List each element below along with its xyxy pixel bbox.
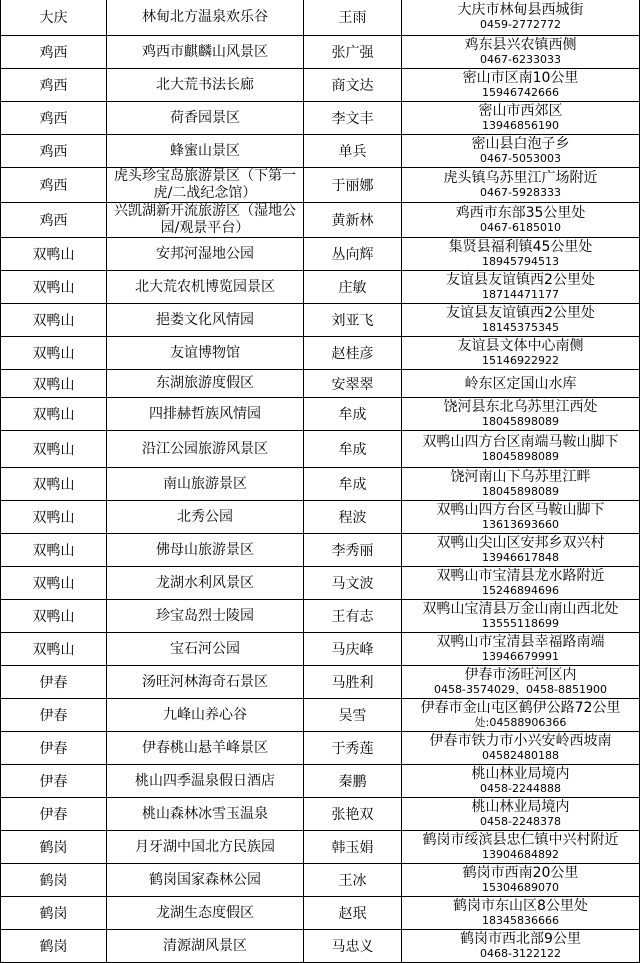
city-cell: 双鸭山 <box>1 337 107 370</box>
table-row <box>1 370 640 398</box>
phone-text: 15946742666 <box>482 86 559 99</box>
contact-cell: 商文达 <box>304 69 402 102</box>
contact-cell: 王有志 <box>304 600 402 633</box>
contact-cell: 王冰 <box>304 864 402 897</box>
city-cell: 伊春 <box>1 732 107 765</box>
phone-text: 0458-2248378 <box>480 815 561 828</box>
address-phone-cell <box>402 468 640 501</box>
contact-cell: 程波 <box>304 501 402 534</box>
scenic-spot-cell: 挹娄文化风情园 <box>107 304 304 337</box>
address-text: 双鸭山四方台区马鞍山脚下 <box>436 502 605 518</box>
phone-text: 18045898089 <box>482 450 559 463</box>
address-phone-cell <box>402 304 640 337</box>
phone-text: 0467-5928333 <box>480 186 561 199</box>
city-cell: 双鸭山 <box>1 238 107 271</box>
table-body <box>1 0 640 963</box>
scenic-spot-cell: 北大荒农机博览园景区 <box>107 271 304 304</box>
phone-text: 18045898089 <box>482 485 559 498</box>
address-phone-cell <box>402 168 640 203</box>
scenic-spot-cell: 南山旅游景区 <box>107 468 304 501</box>
address-phone-cell <box>402 633 640 666</box>
contact-cell: 牟成 <box>304 398 402 431</box>
contact-cell: 牟成 <box>304 468 402 501</box>
address-phone-cell <box>402 699 640 732</box>
address-phone-cell <box>402 501 640 534</box>
table-row <box>1 238 640 271</box>
city-cell: 鹤岗 <box>1 897 107 930</box>
contact-cell: 马忠义 <box>304 930 402 963</box>
address-text: 友谊县友谊镇西2公里处 <box>446 305 595 321</box>
table-row <box>1 431 640 468</box>
city-cell: 双鸭山 <box>1 534 107 567</box>
phone-text: 0458-3574029、0458-8851900 <box>434 683 607 696</box>
table-row <box>1 732 640 765</box>
table-row <box>1 765 640 798</box>
scenic-spot-cell: 北秀公园 <box>107 501 304 534</box>
city-cell: 伊春 <box>1 765 107 798</box>
contact-cell: 马胜利 <box>304 666 402 699</box>
city-cell: 双鸭山 <box>1 633 107 666</box>
table-row <box>1 102 640 135</box>
phone-text: 18045898089 <box>482 415 559 428</box>
scenic-spot-cell: 四排赫哲族风情园 <box>107 398 304 431</box>
address-text: 鸡西市东部35公里处 <box>455 205 586 221</box>
address-phone-cell <box>402 534 640 567</box>
scenic-spot-cell: 兴凯湖新开流旅游区（湿地公园/观景平台） <box>107 203 304 238</box>
table-row <box>1 468 640 501</box>
phone-text: 0458-2244888 <box>480 782 561 795</box>
phone-text: 18945794513 <box>482 255 559 268</box>
table-row <box>1 897 640 930</box>
phone-text: 13555118699 <box>482 617 559 630</box>
table-row <box>1 203 640 238</box>
table-row <box>1 69 640 102</box>
contact-cell: 王雨 <box>304 0 402 36</box>
address-phone-cell <box>402 36 640 69</box>
city-cell: 鸡西 <box>1 135 107 168</box>
address-phone-cell <box>402 666 640 699</box>
phone-text: 13946856190 <box>482 119 559 132</box>
scenic-spot-cell: 珍宝岛烈士陵园 <box>107 600 304 633</box>
table-row <box>1 534 640 567</box>
phone-text: 13904684892 <box>482 848 559 861</box>
table-row <box>1 271 640 304</box>
phone-text: 0468-3122122 <box>480 947 561 960</box>
address-phone-cell <box>402 337 640 370</box>
contact-cell: 马庆峰 <box>304 633 402 666</box>
address-text: 虎头镇乌苏里江广场附近 <box>443 170 598 186</box>
phone-text: 0467-6233033 <box>480 53 561 66</box>
scenic-spot-cell: 沿江公园旅游风景区 <box>107 431 304 468</box>
address-text: 双鸭山尖山区安邦乡双兴村 <box>436 535 605 551</box>
address-phone-cell <box>402 271 640 304</box>
phone-text: 18145375345 <box>482 321 559 334</box>
scenic-spot-cell: 九峰山养心谷 <box>107 699 304 732</box>
address-phone-cell <box>402 864 640 897</box>
table-row <box>1 666 640 699</box>
phone-text: 15246894696 <box>482 584 559 597</box>
address-text: 鹤岗市东山区8公里处 <box>453 898 588 914</box>
contact-cell: 赵桂彦 <box>304 337 402 370</box>
scenic-spot-cell: 林甸北方温泉欢乐谷 <box>107 0 304 36</box>
table-row <box>1 633 640 666</box>
city-cell: 双鸭山 <box>1 567 107 600</box>
contact-cell: 马文波 <box>304 567 402 600</box>
address-phone-cell <box>402 69 640 102</box>
address-text: 伊春市铁力市小兴安岭西坡南 <box>429 733 612 749</box>
city-cell: 鸡西 <box>1 203 107 238</box>
scenic-spot-cell: 安邦河湿地公园 <box>107 238 304 271</box>
city-cell: 鸡西 <box>1 168 107 203</box>
scenic-spot-cell: 桃山森林冰雪玉温泉 <box>107 798 304 831</box>
table-row <box>1 600 640 633</box>
address-text: 密山市区南10公里 <box>462 70 579 86</box>
phone-text: 13613693660 <box>482 518 559 531</box>
address-text: 鹤岗市西南20公里 <box>462 865 579 881</box>
scenic-spot-cell: 伊春桃山悬羊峰景区 <box>107 732 304 765</box>
address-text: 伊春市汤旺河区内 <box>464 667 577 683</box>
table-row <box>1 930 640 963</box>
address-text: 密山市西郊区 <box>478 103 563 119</box>
contact-cell: 李秀丽 <box>304 534 402 567</box>
scenic-spot-cell: 北大荒书法长廊 <box>107 69 304 102</box>
city-cell: 鸡西 <box>1 102 107 135</box>
contact-cell: 吴雪 <box>304 699 402 732</box>
contact-cell: 于丽娜 <box>304 168 402 203</box>
contact-cell: 秦鹏 <box>304 765 402 798</box>
scenic-spot-cell: 桃山四季温泉假日酒店 <box>107 765 304 798</box>
scenic-spot-cell: 鹤岗国家森林公园 <box>107 864 304 897</box>
phone-text: 0467-6185010 <box>480 221 561 234</box>
phone-text: 13946617848 <box>482 551 559 564</box>
address-text: 双鸭山宝清县万金山南山西北处 <box>422 601 619 617</box>
city-cell: 鹤岗 <box>1 930 107 963</box>
contact-cell: 张艳双 <box>304 798 402 831</box>
address-phone-cell <box>402 203 640 238</box>
scenic-spot-cell: 东湖旅游度假区 <box>107 370 304 398</box>
phone-text: 15304689070 <box>482 881 559 894</box>
scenic-spot-cell: 佛母山旅游景区 <box>107 534 304 567</box>
contact-cell: 黄新林 <box>304 203 402 238</box>
table-row <box>1 304 640 337</box>
address-phone-cell <box>402 831 640 864</box>
phone-text: 18345836666 <box>482 914 559 927</box>
contact-cell: 于秀莲 <box>304 732 402 765</box>
city-cell: 双鸭山 <box>1 501 107 534</box>
table-row <box>1 168 640 203</box>
phone-text: 18714471177 <box>482 288 559 301</box>
address-phone-cell <box>402 102 640 135</box>
address-text: 友谊县友谊镇西2公里处 <box>446 272 595 288</box>
address-phone-cell <box>402 765 640 798</box>
address-phone-cell <box>402 0 640 36</box>
table-row <box>1 831 640 864</box>
scenic-spot-cell: 鸡西市麒麟山风景区 <box>107 36 304 69</box>
table-row <box>1 567 640 600</box>
address-text: 鸡东县兴农镇西侧 <box>464 37 577 53</box>
scenic-spot-cell: 虎头珍宝岛旅游景区（下第一虎/二战纪念馆） <box>107 168 304 203</box>
address-phone-cell <box>402 567 640 600</box>
contact-cell: 安翠翠 <box>304 370 402 398</box>
address-text: 鹤岗市绥滨县忠仁镇中兴村附近 <box>422 832 619 848</box>
address-text: 双鸭山四方台区南端马鞍山脚下 <box>422 434 619 450</box>
city-cell: 鹤岗 <box>1 864 107 897</box>
table-row <box>1 0 640 36</box>
city-cell: 双鸭山 <box>1 271 107 304</box>
scenic-spot-cell: 龙湖生态度假区 <box>107 897 304 930</box>
scenic-spot-cell: 宝石河公园 <box>107 633 304 666</box>
contact-cell: 单兵 <box>304 135 402 168</box>
city-cell: 伊春 <box>1 798 107 831</box>
contact-cell: 牟成 <box>304 431 402 468</box>
phone-text: 15146922922 <box>482 354 559 367</box>
contact-cell: 张广强 <box>304 36 402 69</box>
city-cell: 伊春 <box>1 666 107 699</box>
address-text: 双鸭山市宝清县幸福路南端 <box>436 634 605 650</box>
address-phone-cell <box>402 897 640 930</box>
address-phone-cell <box>402 732 640 765</box>
scenic-spot-cell: 蜂蜜山景区 <box>107 135 304 168</box>
address-text: 伊春市金山屯区鹤伊公路72公里 <box>420 700 621 716</box>
address-text: 饶河南山下乌苏里江畔 <box>450 469 591 485</box>
address-text: 饶河县东北乌苏里江西处 <box>443 399 598 415</box>
address-phone-cell <box>402 600 640 633</box>
table-row <box>1 36 640 69</box>
address-text: 双鸭山市宝清县龙水路附近 <box>436 568 605 584</box>
address-text: 密山县白泡子乡 <box>471 136 570 152</box>
contact-cell: 韩玉娟 <box>304 831 402 864</box>
address-text: 岭东区定国山水库 <box>464 375 577 392</box>
address-text: 友谊县文体中心南侧 <box>457 338 584 354</box>
address-text: 桃山林业局境内 <box>471 766 570 782</box>
table-row <box>1 699 640 732</box>
scenic-spot-cell: 清源湖风景区 <box>107 930 304 963</box>
scenic-spot-cell: 月牙湖中国北方民族园 <box>107 831 304 864</box>
address-text: 鹤岗市西北部9公里 <box>460 931 581 947</box>
city-cell: 双鸭山 <box>1 468 107 501</box>
table-row <box>1 501 640 534</box>
address-phone-cell <box>402 431 640 468</box>
city-cell: 双鸭山 <box>1 398 107 431</box>
phone-text: 0467-5053003 <box>480 152 561 165</box>
phone-text: 0459-2772772 <box>480 18 561 31</box>
contact-cell: 庄敏 <box>304 271 402 304</box>
scenic-spot-cell: 汤旺河林海奇石景区 <box>107 666 304 699</box>
city-cell: 鹤岗 <box>1 831 107 864</box>
city-cell: 伊春 <box>1 699 107 732</box>
table-row <box>1 135 640 168</box>
table-row <box>1 798 640 831</box>
table-row <box>1 864 640 897</box>
contact-cell: 李文丰 <box>304 102 402 135</box>
contact-cell: 刘亚飞 <box>304 304 402 337</box>
address-phone-cell <box>402 930 640 963</box>
table-row <box>1 398 640 431</box>
city-cell: 双鸭山 <box>1 600 107 633</box>
address-phone-cell <box>402 135 640 168</box>
address-phone-cell <box>402 798 640 831</box>
city-cell: 大庆 <box>1 0 107 36</box>
table-row <box>1 337 640 370</box>
address-text: 大庆市林甸县西城街 <box>457 2 584 18</box>
scenic-spot-cell: 友谊博物馆 <box>107 337 304 370</box>
phone-text: 04582480188 <box>482 749 559 762</box>
city-cell: 鸡西 <box>1 69 107 102</box>
city-cell: 鸡西 <box>1 36 107 69</box>
address-text: 集贤县福利镇45公里处 <box>448 239 593 255</box>
address-text: 桃山林业局境内 <box>471 799 570 815</box>
phone-text: 处:04588906366 <box>474 716 567 729</box>
contact-cell: 赵珉 <box>304 897 402 930</box>
city-cell: 双鸭山 <box>1 304 107 337</box>
address-phone-cell <box>402 238 640 271</box>
scenic-spot-cell: 荷香园景区 <box>107 102 304 135</box>
scenic-spot-cell: 龙湖水利风景区 <box>107 567 304 600</box>
city-cell: 双鸭山 <box>1 370 107 398</box>
address-phone-cell <box>402 370 640 398</box>
city-cell: 双鸭山 <box>1 431 107 468</box>
phone-text: 13946679991 <box>482 650 559 663</box>
contact-cell: 丛向辉 <box>304 238 402 271</box>
address-phone-cell <box>402 398 640 431</box>
